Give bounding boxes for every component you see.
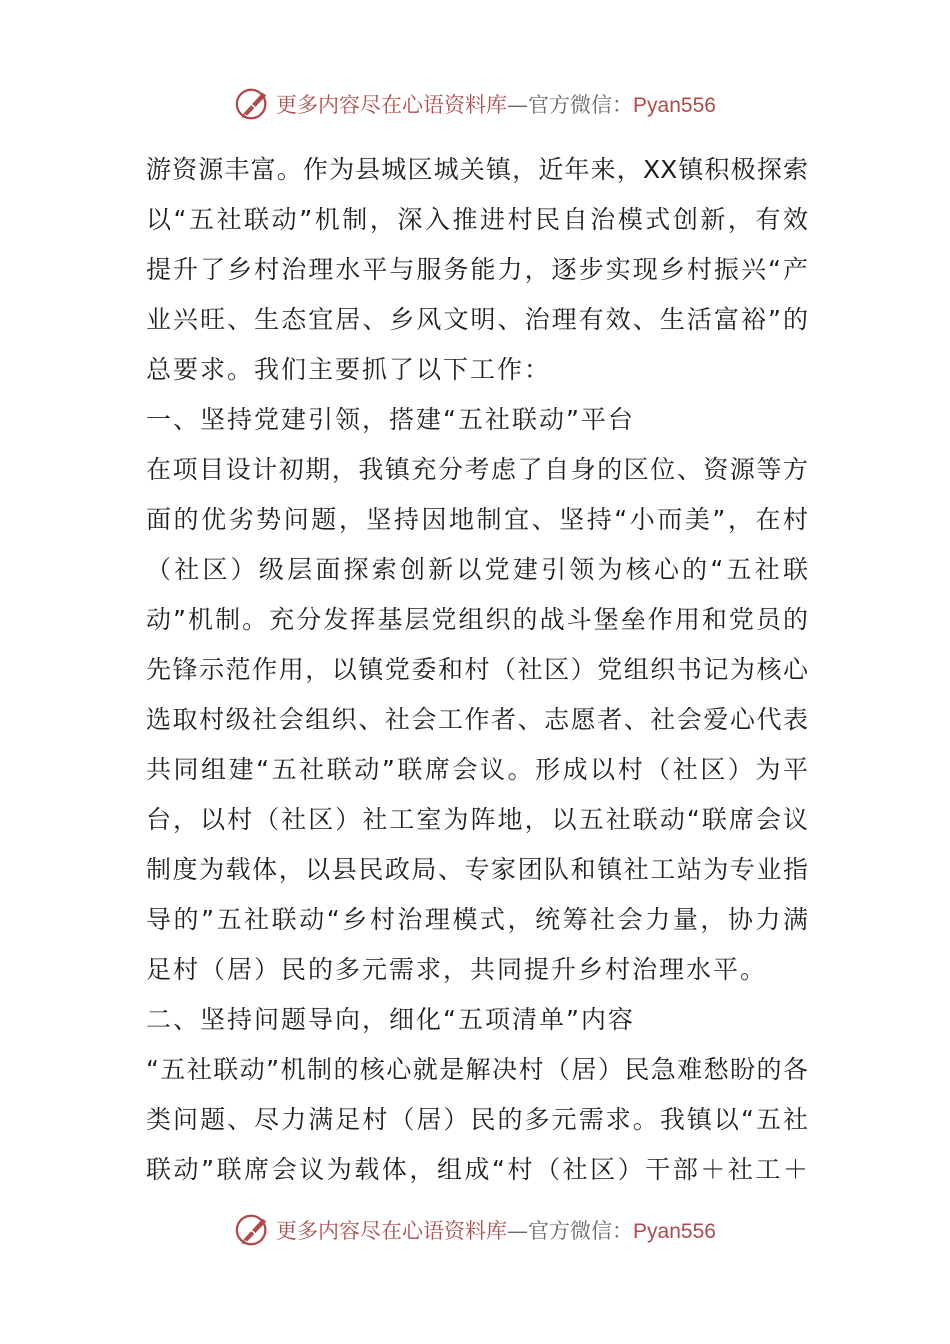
- text-line: 一、坚持党建引领，搭建“五社联动”平台: [146, 405, 635, 434]
- text-line: 二、坚持问题导向，细化“五项清单”内容: [146, 1005, 635, 1034]
- text-line: 业兴旺、生态宜居、乡风文明、治理有效、生活富裕”的: [146, 305, 808, 334]
- text-line: “五社联动”机制的核心就是解决村（居）民急难愁盼的各: [146, 1055, 808, 1084]
- watermark-brand: 更多内容尽在心语资料库: [276, 1219, 508, 1243]
- watermark-wechat-id: Pyan556: [633, 1220, 716, 1243]
- header-watermark: [0, 84, 950, 124]
- text-line: 台，以村（社区）社工室为阵地，以五社联动“联席会议: [146, 805, 808, 834]
- watermark-dash: —: [507, 93, 529, 117]
- text-line: 选取村级社会组织、社会工作者、志愿者、社会爱心代表: [146, 705, 808, 734]
- watermark-text: [276, 1215, 716, 1245]
- pen-logo-icon: [234, 1211, 272, 1249]
- text-line: 类问题、尽力满足村（居）民的多元需求。我镇以“五社: [146, 1105, 808, 1134]
- watermark-text: [276, 89, 716, 119]
- text-line: 在项目设计初期，我镇充分考虑了自身的区位、资源等方: [146, 455, 808, 484]
- footer-watermark: [0, 1210, 950, 1250]
- text-line: 提升了乡村治理水平与服务能力，逐步实现乡村振兴“产: [146, 255, 808, 284]
- text-line: 制度为载体，以县民政局、专家团队和镇社工站为专业指: [146, 855, 808, 884]
- text-line: 共同组建“五社联动”联席会议。形成以村（社区）为平: [146, 755, 808, 784]
- watermark-wechat-id: Pyan556: [633, 94, 716, 117]
- text-line: 联动”联席会议为载体，组成“村（社区）干部＋社工＋: [146, 1155, 808, 1184]
- text-line: 面的优劣势问题，坚持因地制宜、坚持“小而美”，在村: [146, 505, 808, 534]
- text-line: 游资源丰富。作为县城区城关镇，近年来，XX镇积极探索: [146, 155, 808, 184]
- text-line: （社区）级层面探索创新以党建引领为核心的“五社联: [146, 555, 808, 584]
- watermark-brand: 更多内容尽在心语资料库: [276, 93, 508, 117]
- watermark-official-label: 官方微信：: [528, 93, 634, 117]
- text-line: 动”机制。充分发挥基层党组织的战斗堡垒作用和党员的: [146, 605, 808, 634]
- pen-logo-icon: [234, 85, 272, 123]
- document-body: [146, 145, 808, 1195]
- watermark-official-label: 官方微信：: [528, 1219, 634, 1243]
- watermark-dash: —: [507, 1219, 529, 1243]
- text-line: 足村（居）民的多元需求，共同提升乡村治理水平。: [146, 955, 768, 984]
- text-line: 以“五社联动”机制，深入推进村民自治模式创新，有效: [146, 205, 808, 234]
- text-line: 导的”五社联动“乡村治理模式，统筹社会力量，协力满: [146, 905, 808, 934]
- text-line: 总要求。我们主要抓了以下工作：: [146, 355, 552, 384]
- text-line: 先锋示范作用，以镇党委和村（社区）党组织书记为核心: [146, 655, 808, 684]
